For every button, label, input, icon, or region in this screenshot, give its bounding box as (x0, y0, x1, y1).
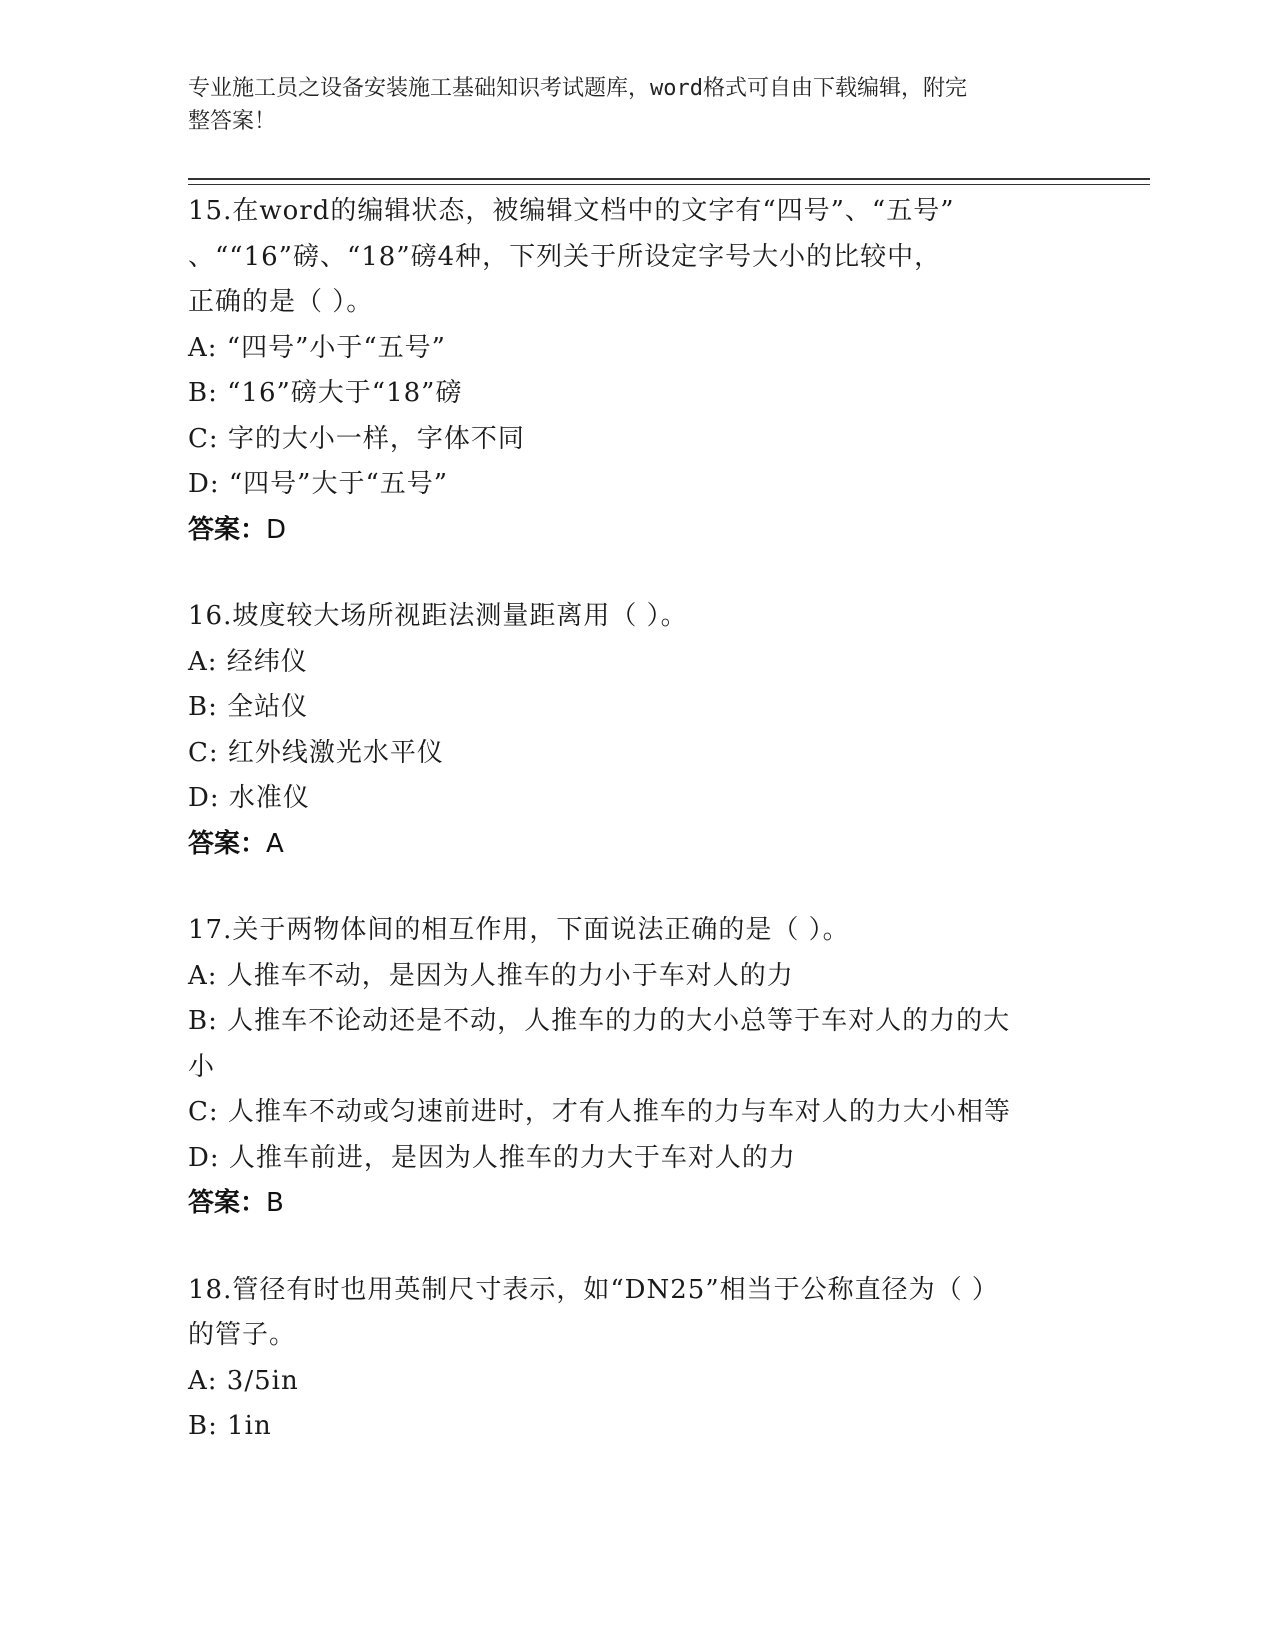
header-divider-thick (188, 178, 1150, 180)
document-header (188, 72, 1068, 138)
question-text-line: 18.管径有时也用英制尺寸表示，如“DN25”相当于公称直径为（ ） (188, 1274, 999, 1305)
question-text-line: 正确的是（ ）。 (188, 287, 374, 317)
question-text-line: 15.在word的编辑状态，被编辑文档中的文字有“四号”、“五号” (188, 196, 955, 226)
question-text-line: 、““16”磅、“18”磅4种，下列关于所设定字号大小的比较中， (188, 241, 942, 272)
option-b: B: 全站仪 (188, 692, 309, 722)
header-line-1: 专业施工员之设备安装施工基础知识考试题库，word格式可自由下载编辑，附完 (188, 76, 967, 101)
question-text-line: 17.关于两物体间的相互作用，下面说法正确的是（ ）。 (188, 915, 850, 945)
option-b-continued: 小 (188, 1051, 216, 1082)
answer-line (188, 508, 1088, 554)
option-a: A: 人推车不动，是因为人推车的力小于车对人的力 (188, 960, 794, 991)
option-a: A: 3/5in (188, 1365, 299, 1396)
option-b: B: 1in (188, 1411, 272, 1441)
answer-value: D (266, 514, 287, 545)
question-16 (188, 594, 1088, 867)
option-c: C: 红外线激光水平仪 (188, 737, 444, 768)
question-list (188, 189, 1088, 1491)
question-15 (188, 189, 1088, 553)
question-17 (188, 908, 1088, 1227)
header-line-2: 整答案！ (188, 109, 277, 134)
option-a: A: 经纬仪 (188, 646, 308, 677)
answer-value: B (266, 1188, 284, 1218)
option-d: D: 人推车前进，是因为人推车的力大于车对人的力 (188, 1142, 796, 1173)
option-c: C: 字的大小一样，字体不同 (188, 423, 525, 454)
answer-label: 答案： (188, 1188, 267, 1218)
option-c: C: 人推车不动或匀速前进时，才有人推车的力与车对人的力大小相等 (188, 1097, 1011, 1127)
option-d: D: “四号”大于“五号” (188, 469, 449, 499)
answer-line (188, 1181, 1088, 1227)
option-d: D: 水准仪 (188, 783, 310, 813)
answer-value: A (266, 828, 284, 859)
answer-label: 答案： (188, 514, 267, 545)
question-text-line: 的管子。 (188, 1320, 297, 1350)
option-b: B: “16”磅大于“18”磅 (188, 378, 463, 408)
question-text-line: 16.坡度较大场所视距法测量距离用（ ）。 (188, 601, 688, 631)
header-divider-thin (188, 184, 1150, 185)
answer-label: 答案： (188, 828, 267, 859)
option-a: A: “四号”小于“五号” (188, 332, 446, 363)
option-b: B: 人推车不论动还是不动，人推车的力的大小总等于车对人的力的大 (188, 1006, 1011, 1036)
question-18 (188, 1268, 1088, 1450)
answer-line (188, 822, 1088, 868)
